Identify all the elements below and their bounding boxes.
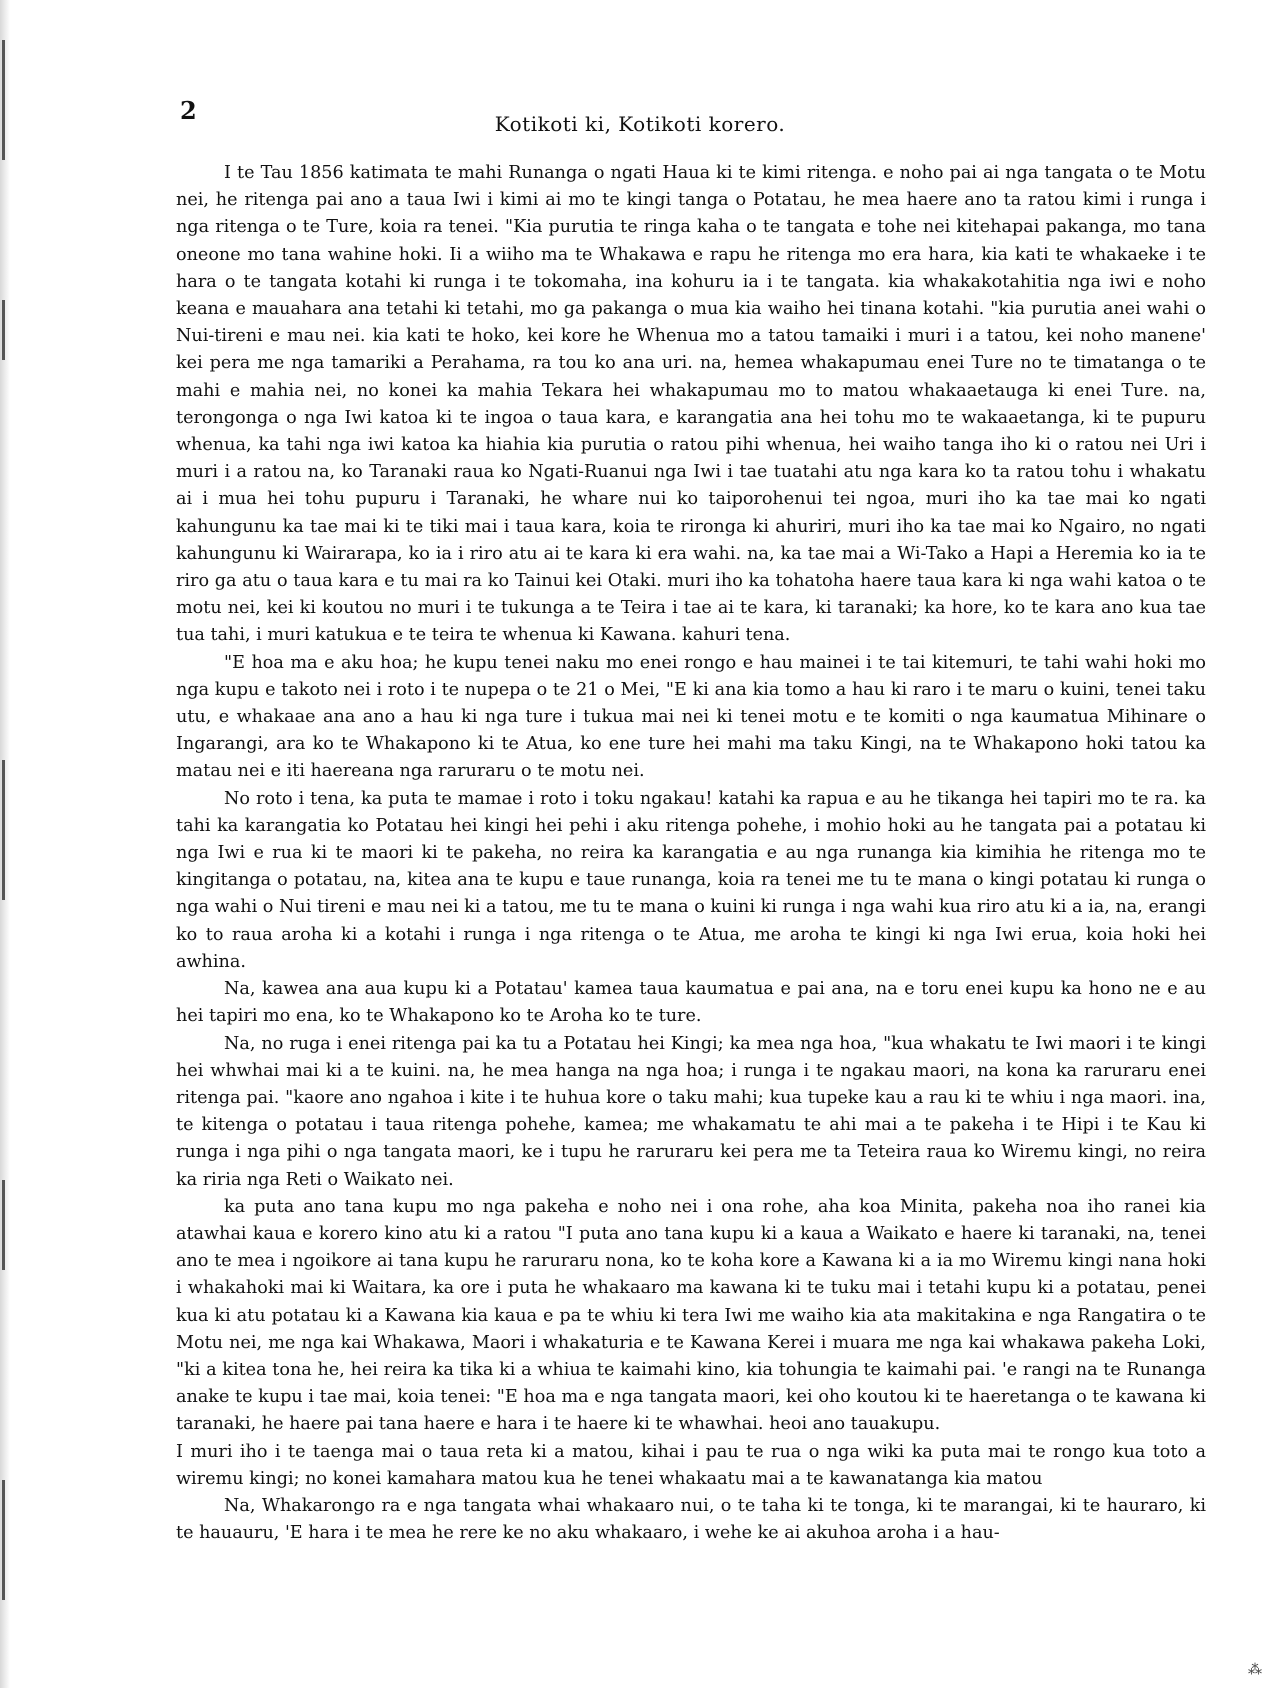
scan-edge-mark bbox=[2, 1180, 5, 1270]
scan-left-edge bbox=[0, 0, 10, 1688]
paragraph: No roto i tena, ka puta te mamae i roto i toku ngakau! katahi ka rapua e au he tikanga hei tapiri mo te ra. ka tahi ka karangatia ko Potatau hei kingi hei pehi i aku ritenga pohehe, i mohio hoki au he tangata pai a potatau ki nga Iwi e rua ki te maori ki te pakeha, no reira ka karangatia e au nga runanga kia kimihia he ritenga mo te kingitanga o potatau, na, kitea ana te kupu e taue runanga, koia ra tenei me tu te mana o kingi potatau ki runga o nga wahi o Nui tireni e mau nei ki a tatou, me tu te mana o kuini ki runga i nga wahi kua riro atu ki a ia, na, erangi ko to raua aroha ki a kotahi i runga i nga ritenga o te Atua, me aroha te kingi ki nga Iwi erua, koia hoki hei awhina. bbox=[176, 788, 1206, 972]
page-number: 2 bbox=[180, 96, 197, 125]
running-title: Kotikoti ki, Kotikoti korero. bbox=[494, 112, 786, 136]
scan-edge-mark bbox=[2, 1480, 5, 1600]
paragraph: I te Tau 1856 katimata te mahi Runanga o ngati Haua ki te kimi ritenga. e noho pai ai nga tangata o te Motu nei, he ritenga pai ano a taua Iwi i kimi ai mo te kingi tanga o Potatau, he mea haere ano ta ratou kimi i runga i nga ritenga o te Ture, koia ra tenei. "Kia purutia te ringa kaha o te tangata e tohe nei kitehapai pakanga, mo tana oneone mo tana wahine hoki. Ii a wiiho ma te Whakawa e rapu he ritenga mo era hara, kia kati te whakaeke i te hara o te tangata kotahi ki runga i te tokomaha, ina kohuru ia i te tangata. kia whakakotahitia nga iwi e noho keana e mauahara ana tetahi ki tetahi, mo ga pakanga o mua kia waiho hei tinana kotahi. "kia purutia anei wahi o Nui-tireni e mau nei. kia kati te hoko, kei kore he Whenua mo a tatou tamaiki i muri i a tatou, kei noho manene' kei pera me nga tamariki a Perahama, ra tou ko ana uri. na, hemea whakapumau enei Ture no te timatanga o te mahi e mahia nei, no konei ka mahia Tekara hei whakapumau mo to matou whakaaetauga ki enei Ture. na, terongonga o nga Iwi katoa ki te ingoa o taua kara, e karangatia ana hei tohu mo te wakaaetanga, ki te pupuru whenua, ka tahi nga iwi katoa ka hiahia kia purutia o ratou pihi whenua, hei waiho tanga iho ki o ratou nei Uri i muri i a ratou na, ko Taranaki raua ko Ngati-Ruanui nga Iwi i tae tuatahi atu nga kara ko ta ratou tohu i whakatu ai i mua hei tohu pupuru i Taranaki, he whare nui ko taiporohenui tei ngoa, muri iho ka tae mai ko ngati kahungunu ka tae mai ki te tiki mai i taua kara, koia te rironga ki ahuriri, muri iho ka tae mai ko Ngairo, no ngati kahungunu ki Wairarapa, ko ia i riro atu ai te kara ki era wahi. na, ka tae mai a Wi-Tako a Hapi a Heremia ko ia te riro ga atu o taua kara e tu mai ra ko Tainui kei Otaki. muri iho ka tohatoha haere taua kara ki nga wahi katoa o te motu nei, kei ki koutou no muri i te tukunga a te Teira i tae ai te kara, ki taranaki; ka hore, ko te kara ano kua tae tua tahi, i muri katukua e te teira te whenua ki Kawana. kahuri tena. bbox=[176, 163, 1206, 646]
paragraph: ka puta ano tana kupu mo nga pakeha e noho nei i ona rohe, aha koa Minita, pakeha noa iho ranei kia atawhai kaua e korero kino atu ki a ratou "I puta ano tana kupu ki a kaua a Waikato e haere ki taranaki, na, tenei ano te mea i ngoikore ai tana kupu he raruraru nona, ko te koha kore a Kawana ki a ia mo Wiremu kingi nana hoki i whakahoki mai ki Waitara, ka ore i puta he whakaaro ma kawana ki te tuku mai i tetahi kupu ki a potatau, penei kua ki atu potatau ki a Kawana kia kaua e pa te whiu ki tera Iwi me waiho kia ata makitakina e nga Rangatira o te Motu nei, me nga kai Whakawa, Maori i whakaturia e te Kawana Kerei i muara me nga kai whakawa pakeha Loki, "ki a kitea tona he, hei reira ka tika ki a whiua te kaimahi kino, kia tohungia te kaimahi pai. 'e rangi na te Runanga anake te kupu i tae mai, koia tenei: "E hoa ma e nga tangata maori, kei oho koutou ki te haeretanga o te kawana ki taranaki, he haere pai tana haere e hara i te haere ki te whawhai. heoi ano tauakupu. bbox=[176, 1196, 1206, 1435]
paragraph: Na, Whakarongo ra e nga tangata whai whakaaro nui, o te taha ki te tonga, ki te marangai, ki te hauraro, ki te hauauru, 'E hara i te mea he rere ke no aku whakaaro, i wehe ke ai akuhoa aroha i a hau- bbox=[176, 1495, 1206, 1544]
paragraph: Na, kawea ana aua kupu ki a Potatau' kamea taua kaumatua e pai ana, na e toru enei kupu ka hono ne e au hei tapiri mo ena, ko te Whakapono ko te Aroha ko te ture. bbox=[176, 979, 1206, 1027]
article-body bbox=[176, 160, 1206, 1547]
paragraph: Na, no ruga i enei ritenga pai ka tu a Potatau hei Kingi; ka mea nga hoa, "kua whakatu te Iwi maori i te kingi hei whwhai mai ki a te kuini. na, he mea hanga na nga hoa; i runga i te ngakau maori, na kona ka raruraru enei ritenga pai. "kaore ano ngahoa i kite i te huhua kore o taku mahi; kua tupeke kau a rau ki te whiu i nga maori. ina, te kitenga o potatau i taua ritenga pohehe, kamea; me whakamatu te ahi mai a te pakeha i te Hipi i te Kau ki runga i nga pihi o nga tangata maori, ke i tupu he raruraru kei pera me ta Teteira raua ko Wiremu kingi, no reira ka riria nga Reti o Waikato nei. bbox=[176, 1033, 1206, 1190]
paragraph: I muri iho i te taenga mai o taua reta ki a matou, kihai i pau te rua o nga wiki ka puta mai te rongo kua toto a wiremu kingi; no konei kamahara matou kua he tenei whakaatu mai a te kawanatanga kia matou bbox=[176, 1441, 1206, 1489]
scan-edge-mark bbox=[2, 760, 5, 900]
corner-mark: ⁂ bbox=[1248, 1662, 1262, 1678]
scan-edge-mark bbox=[2, 40, 5, 160]
paragraph: "E hoa ma e aku hoa; he kupu tenei naku mo enei rongo e hau mainei i te tai kitemuri, te tahi wahi hoki mo nga kupu e takoto nei i roto i te nupepa o te 21 o Mei, "E ki ana kia tomo a hau ki raro i te maru o kuini, tenei taku utu, e whakaae ana ano a hau ki nga ture i tukua mai nei ki tenei motu e te komiti o nga kaumatua Mihinare o Ingarangi, ara ko te Whakapono ki te Atua, ko ene ture hei mahi ma taku Kingi, na te Whakapono hoki tatou ka matau nei e iti haereana nga raruraru o te motu nei. bbox=[176, 652, 1206, 782]
scan-edge-mark bbox=[2, 300, 5, 360]
